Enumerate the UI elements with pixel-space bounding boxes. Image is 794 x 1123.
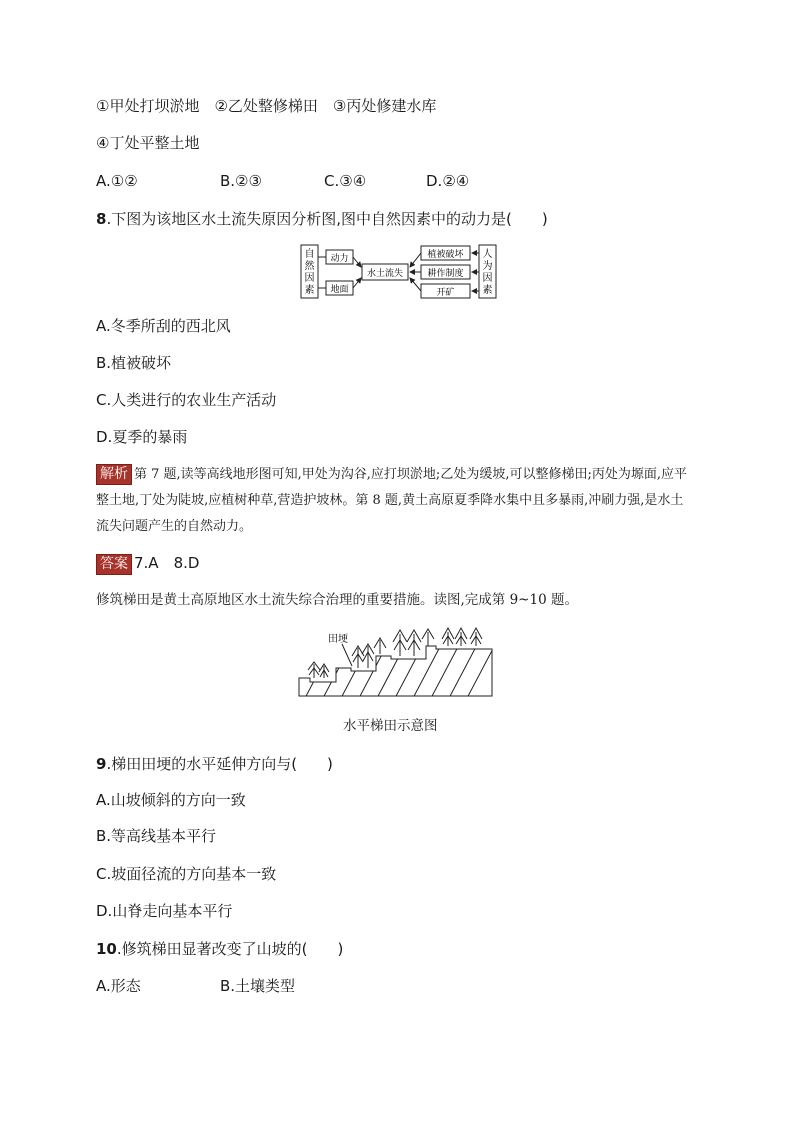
q10-option-b: B.土壤类型 xyxy=(220,977,296,995)
q9-number: 9 xyxy=(96,755,107,773)
q9-option-a: A.山坡倾斜的方向一致 xyxy=(96,791,246,809)
q7-statement-line2: ④丁处平整土地 xyxy=(96,134,200,152)
terrace-figure xyxy=(296,624,498,700)
power-label: 动力 xyxy=(330,254,349,264)
soil-erosion-cause-diagram xyxy=(298,240,500,302)
analysis-tag: 解析 xyxy=(96,464,132,485)
ground-label: 地面 xyxy=(330,285,349,295)
q10-number: 10 xyxy=(96,940,117,958)
q7-option-d: D.②④ xyxy=(426,172,470,190)
q7-statement-line1: ①甲处打坝淤地 ②乙处整修梯田 ③丙处修建水库 xyxy=(96,97,437,115)
q9-10-intro: 修筑梯田是黄土高原地区水土流失综合治理的重要措施。读图,完成第 9~10 题。 xyxy=(96,592,578,608)
q8-option-a: A.冬季所刮的西北风 xyxy=(96,317,231,335)
analysis-text: 第 7 题,读等高线地形图可知,甲处为沟谷,应打坝淤地;乙处为缓坡,可以整修梯田;丙处为塬面,应平整土地,丁处为陡坡,应植树种草,营造护坡林。第 8 题,黄土高原夏季降水集中且多暴雨,冲刷力强,是水土流失问题产生的自然动力。 xyxy=(96,467,687,534)
human-label-4: 素 xyxy=(482,285,493,296)
analysis-block xyxy=(96,462,696,540)
q9-option-d: D.山脊走向基本平行 xyxy=(96,902,233,920)
q10-text: .修筑梯田显著改变了山坡的( ) xyxy=(116,940,344,958)
q10-option-a: A.形态 xyxy=(96,977,141,995)
q9-option-c: C.坡面径流的方向基本一致 xyxy=(96,865,277,883)
ridge-label: 田埂 xyxy=(328,634,348,645)
q8-option-d: D.夏季的暴雨 xyxy=(96,428,188,446)
farming-system-label: 耕作制度 xyxy=(427,269,464,279)
q7-option-c: C.③④ xyxy=(324,172,367,190)
q7-options xyxy=(96,171,469,191)
ridge-pointer xyxy=(342,644,352,666)
natural-label-2: 然 xyxy=(304,261,315,272)
vegetation-damage-label: 植被破坏 xyxy=(427,250,464,260)
mining-label: 开矿 xyxy=(436,288,455,298)
human-label-2: 为 xyxy=(482,261,493,272)
answer-block xyxy=(96,553,199,575)
answer-text: 7.A 8.D xyxy=(134,554,200,572)
soil-erosion-label: 水土流失 xyxy=(366,269,404,279)
natural-label-4: 素 xyxy=(304,285,315,296)
q7-option-a: A.①② xyxy=(96,172,138,190)
q9-stem xyxy=(96,754,333,774)
q8-stem xyxy=(96,209,548,229)
q8-option-c: C.人类进行的农业生产活动 xyxy=(96,391,277,409)
human-label-1: 人 xyxy=(482,249,493,260)
figure-caption: 水平梯田示意图 xyxy=(343,718,438,734)
natural-label-3: 因 xyxy=(304,273,315,284)
q8-text: .下图为该地区水土流失原因分析图,图中自然因素中的动力是( ) xyxy=(106,210,548,228)
q9-text: .梯田田埂的水平延伸方向与( ) xyxy=(106,755,333,773)
q10-stem xyxy=(96,939,343,959)
q8-option-b: B.植被破坏 xyxy=(96,354,172,372)
q7-option-b: B.②③ xyxy=(220,172,262,190)
answer-tag: 答案 xyxy=(96,554,132,575)
natural-label-1: 自 xyxy=(304,249,315,260)
q10-options xyxy=(96,976,295,996)
q9-option-b: B.等高线基本平行 xyxy=(96,827,217,845)
q8-number: 8 xyxy=(96,210,107,228)
human-label-3: 因 xyxy=(482,273,493,284)
